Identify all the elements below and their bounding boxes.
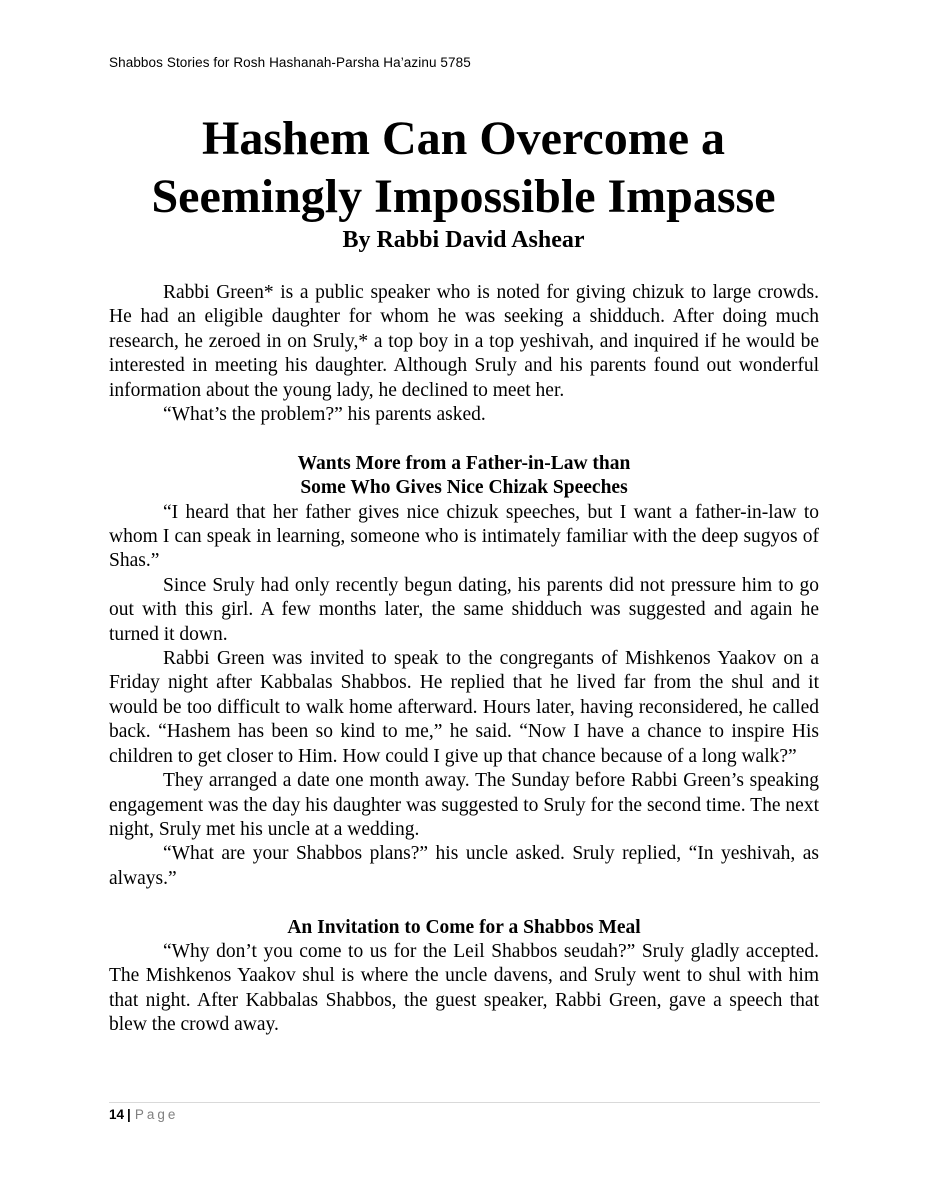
page-number: 14 <box>109 1107 125 1122</box>
paragraph: “Why don’t you come to us for the Leil Shabbos seudah?” Sruly gladly accepted. The Mishkenos Yaakov shul is where the uncle davens, and Sruly went to shul with him that night. After Kabbalas Shabbos, the guest speaker, Rabbi Green, gave a speech that blew the crowd away. <box>109 940 819 1036</box>
paragraph: “I heard that her father gives nice chizuk speeches, but I want a father-in-law to whom I can speak in learning, someone who is intimately familiar with the deep sugyos of Shas.” <box>109 501 819 572</box>
section-heading-1-line-1: Wants More from a Father-in-Law than <box>297 452 631 474</box>
paragraph: “What are your Shabbos plans?” his uncle asked. Sruly replied, “In yeshivah, as always.” <box>109 843 819 889</box>
byline: By Rabbi David Ashear <box>342 227 585 253</box>
article-body <box>109 281 819 1038</box>
section-heading-2: An Invitation to Come for a Shabbos Meal <box>287 916 641 938</box>
paragraph: Since Sruly had only recently begun dating, his parents did not pressure him to go out with this girl. A few months later, the same shidduch was suggested and again he turned it down. <box>109 574 819 645</box>
title-line-2: Seemingly Impossible Impasse <box>151 170 776 223</box>
page-footer <box>109 1102 820 1122</box>
paragraph: Rabbi Green* is a public speaker who is noted for giving chizuk to large crowds. He had an eligible daughter for whom he was seeking a shidduch. After doing much research, he zeroed in on Sruly,* a top boy in a top yeshivah, and inquired if he would be interested in meeting his daughter. Although Sruly and his parents found out wonderful information about the young lady, he declined to meet her. <box>109 282 819 401</box>
paragraph: Rabbi Green was invited to speak to the congregants of Mishkenos Yaakov on a Friday night after Kabbalas Shabbos. He replied that he lived far from the shul and it would be too difficult to walk home afterward. Hours later, having reconsidered, he called back. “Hashem has been so kind to me,” he said. “Now I have a chance to inspire His children to get closer to Him. How could I give up that chance because of a long walk?” <box>109 648 819 767</box>
section-heading-1-line-2: Some Who Gives Nice Chizak Speeches <box>300 477 628 499</box>
paragraph: “What’s the problem?” his parents asked. <box>163 404 486 426</box>
article-title <box>80 110 847 226</box>
title-line-1: Hashem Can Overcome a <box>201 112 726 165</box>
running-header: Shabbos Stories for Rosh Hashanah-Parsha Ha’azinu 5785 <box>109 55 471 70</box>
paragraph: They arranged a date one month away. The Sunday before Rabbi Green’s speaking engagement was the day his daughter was suggested to Sruly for the second time. The next night, Sruly met his uncle at a wedding. <box>109 770 819 840</box>
footer-separator: | <box>127 1107 131 1122</box>
page-label: Page <box>134 1107 179 1122</box>
